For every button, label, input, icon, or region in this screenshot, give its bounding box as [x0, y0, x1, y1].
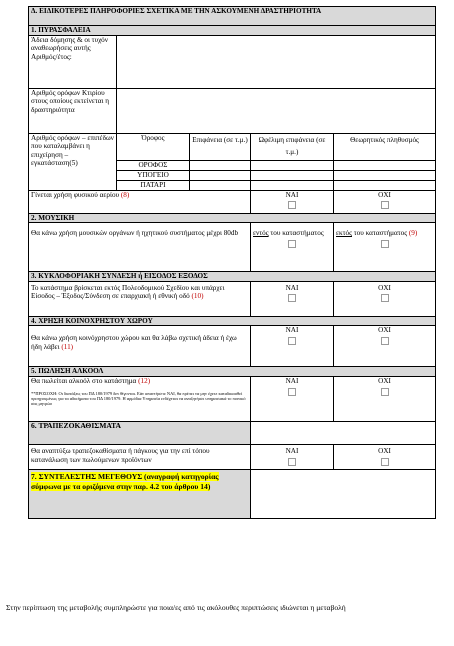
floor-useful-field[interactable]	[251, 160, 334, 170]
public-space-yes-label: ΝΑΙ	[285, 326, 299, 335]
traffic-note: (10)	[191, 292, 204, 301]
mezzanine-useful-field[interactable]	[251, 180, 334, 190]
alcohol-no-checkbox[interactable]	[381, 388, 389, 396]
tables-question: Θα αναπτύξω τραπεζοκαθίσματα ή πάγκους για την επί τόπου κατανάλωση των πωλούμενων προϊόντων	[29, 444, 251, 469]
col-useful-area: Ωφέλιμη επιφάνεια (σε τ.μ.)	[251, 133, 334, 160]
public-space-no-option[interactable]	[334, 326, 436, 367]
gas-yes-option[interactable]	[251, 190, 334, 213]
col-floor: Όροφος	[117, 133, 190, 160]
floors-label: Αριθμός ορόφων Κτιρίου στους οποίους εκτείνεται η δραστηριότητα	[29, 88, 117, 133]
occupied-levels-label: Αριθμός ορόφων – επιπέδων που καταλαμβάνει η επιχείρηση – εγκατάσταση(5)	[29, 133, 117, 190]
basement-area-field[interactable]	[190, 170, 251, 180]
gas-no-label: ΟΧΙ	[378, 190, 391, 199]
form-title: Δ. ΕΙΔΙΚΟΤΕΡΕΣ ΠΛΗΡΟΦΟΡΙΕΣ ΣΧΕΤΙΚΑ ΜΕ ΤΗΝ ΑΣΚΟΥΜΕΝΗ ΔΡΑΣΤΗΡΙΟΤΗΤΑ	[29, 7, 436, 26]
section-fire-heading: 1. ΠΥΡΑΣΦΑΛΕΙΑ	[29, 26, 436, 36]
music-inside-text: του καταστήματος	[268, 229, 324, 238]
gas-note: (8)	[120, 190, 130, 199]
gas-no-checkbox[interactable]	[381, 201, 389, 209]
alcohol-text: Θα πωλείται αλκοόλ στο κατάστημα	[31, 376, 137, 385]
alcohol-no-label: ΟΧΙ	[378, 376, 391, 385]
public-space-yes-checkbox[interactable]	[288, 337, 296, 345]
tables-yes-label: ΝΑΙ	[285, 446, 299, 455]
section-tables-heading: 6. ΤΡΑΠΕΖΟΚΑΘΙΣΜΑΤΑ	[29, 421, 251, 444]
alcohol-question	[29, 376, 251, 421]
tables-no-option[interactable]	[334, 444, 436, 469]
alcohol-yes-option[interactable]	[251, 376, 334, 421]
music-outside-text: του καταστήματος	[351, 229, 408, 238]
activity-info-form	[28, 6, 436, 519]
public-space-note: (11)	[61, 342, 74, 351]
footer-note: Στην περίπτωση της μεταβολής συμπληρώστε για ποια/ες από τις ακόλουθες περιπτώσεις ιδιώνεται η μεταβολή	[6, 603, 346, 612]
tables-yes-option[interactable]	[251, 444, 334, 469]
col-area: Επιφάνεια (σε τ.μ.)	[190, 133, 251, 160]
row-basement: ΥΠΟΓΕΙΟ	[117, 170, 190, 180]
traffic-question	[29, 281, 251, 316]
alcohol-no-option[interactable]	[334, 376, 436, 421]
col-population: Θεωρητικός πληθυσμός	[334, 133, 436, 160]
public-space-text: Θα κάνω χρήση κοινόχρηστου χώρου και θα λάβω σχετική άδεια ή έχω ήδη λάβει	[31, 334, 237, 351]
music-inside-checkbox[interactable]	[288, 240, 296, 248]
public-space-yes-option[interactable]	[251, 326, 334, 367]
music-outside-checkbox[interactable]	[381, 240, 389, 248]
tables-no-checkbox[interactable]	[381, 458, 389, 466]
music-inside-option[interactable]	[251, 223, 334, 272]
traffic-no-label: ΟΧΙ	[378, 283, 391, 292]
gas-no-option[interactable]	[334, 190, 436, 213]
traffic-no-checkbox[interactable]	[381, 294, 389, 302]
section-music-heading: 2. ΜΟΥΣΙΚΗ	[29, 213, 436, 223]
floor-area-field[interactable]	[190, 160, 251, 170]
traffic-no-option[interactable]	[334, 281, 436, 316]
section-public-space-heading: 4. ΧΡΗΣΗ ΚΟΙΝΟΧΡΗΣΤΟΥ ΧΩΡΟΥ	[29, 316, 436, 326]
floors-field[interactable]	[117, 88, 436, 133]
size-field[interactable]	[251, 469, 436, 518]
mezzanine-area-field[interactable]	[190, 180, 251, 190]
alcohol-yes-label: ΝΑΙ	[285, 376, 299, 385]
traffic-yes-checkbox[interactable]	[288, 294, 296, 302]
gas-text: Γίνεται χρήση φυσικού αερίου	[31, 190, 120, 199]
section-tables-blank	[251, 421, 436, 444]
section-alcohol-heading: 5. ΠΩΛΗΣΗ ΑΛΚΟΟΛ	[29, 367, 436, 377]
music-outside-underlined: εκτός	[336, 229, 352, 238]
public-space-question	[29, 326, 251, 367]
permit-label: Άδεια δόμησης & οι τυχόν αναθεωρήσεις αυτής Αριθμός/έτος:	[29, 35, 117, 88]
gas-question	[29, 190, 251, 213]
section-traffic-heading: 3. ΚΥΚΛΟΦΟΡΙΑΚΗ ΣΥΝΔΕΣΗ ή ΕΙΣΟΔΟΣ ΕΞΟΔΟΣ	[29, 272, 436, 282]
music-question: Θα κάνω χρήση μουσικών οργάνων ή ηχητικού συστήματος μέχρι 80db	[29, 223, 251, 272]
music-outside-option[interactable]	[334, 223, 436, 272]
size-heading-text: 7. ΣΥΝΤΕΛΕΣΤΗΣ ΜΕΓΕΘΟΥΣ (αναγραφή κατηγορίας σύμφωνα με τα οριζόμενα στην παρ. 4.2 του άρθρου 14)	[31, 471, 219, 491]
public-space-no-label: ΟΧΙ	[378, 326, 391, 335]
public-space-no-checkbox[interactable]	[381, 337, 389, 345]
music-outside-note: (9)	[408, 229, 418, 238]
floor-population-field[interactable]	[334, 160, 436, 170]
music-inside-underlined: εντός	[253, 229, 269, 238]
row-floor: ΟΡΟΦΟΣ	[117, 160, 190, 170]
section-size-heading	[29, 469, 251, 518]
alcohol-note: (12)	[138, 376, 151, 385]
tables-yes-checkbox[interactable]	[288, 458, 296, 466]
gas-yes-label: ΝΑΙ	[285, 190, 299, 199]
alcohol-warning: **ΠΡΟΣΟΧΗ: Οι διατάξεις του ΠΔ 180/1979 δεν θίγονται. Εάν απαντήσετε ΝΑΙ, θα πρέπει να μην έχετε καταδικασθεί προηγουμένως για τα αδικήματα του ΠΔ 180/1979. Η αρμόδια Υπηρεσία ενδέχεται να αναζητήσει υπηρεσιακά το ποινικό σας μητρώο	[31, 390, 246, 406]
tables-no-label: ΟΧΙ	[378, 446, 391, 455]
mezzanine-population-field[interactable]	[334, 180, 436, 190]
row-mezzanine: ΠΑΤΑΡΙ	[117, 180, 190, 190]
gas-yes-checkbox[interactable]	[288, 201, 296, 209]
traffic-text: Το κατάστημα βρίσκεται εκτός Πολεοδομικού Σχεδίου και υπάρχει Είσοδος – Έξοδος/Σύνδεση σε επαρχιακή ή εθνική οδό	[31, 283, 225, 301]
alcohol-yes-checkbox[interactable]	[288, 388, 296, 396]
basement-population-field[interactable]	[334, 170, 436, 180]
traffic-yes-label: ΝΑΙ	[285, 283, 299, 292]
traffic-yes-option[interactable]	[251, 281, 334, 316]
permit-field[interactable]	[117, 35, 436, 88]
basement-useful-field[interactable]	[251, 170, 334, 180]
